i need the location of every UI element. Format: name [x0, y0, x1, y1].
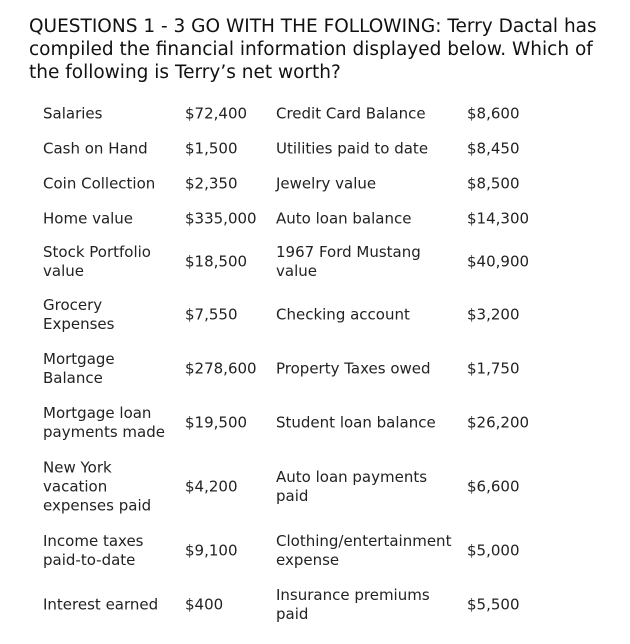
item-value: $9,100 [185, 541, 238, 560]
item-label: Income taxes paid-to-date [43, 532, 144, 569]
item-label: Mortgage Balance [43, 350, 115, 387]
item-value: $8,500 [467, 174, 520, 192]
table-row [0, 578, 630, 632]
item-value: $72,400 [185, 104, 248, 122]
item-label: Student loan balance [276, 413, 436, 432]
item-value: $26,200 [467, 413, 530, 432]
item-label: Home value [43, 209, 134, 227]
item-label: Auto loan payments paid [276, 468, 428, 505]
item-value: $5,000 [467, 541, 520, 560]
question-text: QUESTIONS 1 - 3 GO WITH THE FOLLOWING: Terry Dactal has compiled the financial information displayed below. Which of the following is Terry’s net worth? [29, 16, 597, 83]
table-row [0, 288, 630, 342]
item-value: $8,450 [467, 139, 520, 157]
item-value: $4,200 [185, 477, 238, 496]
item-label: New York vacation expenses paid [43, 458, 152, 515]
table-row [0, 201, 630, 236]
item-value: $40,900 [467, 252, 530, 271]
item-label: 1967 Ford Mustang value [276, 243, 421, 280]
item-value: $7,550 [185, 305, 238, 324]
table-row [0, 166, 630, 201]
item-value: $14,300 [467, 209, 530, 227]
item-value: $335,000 [185, 209, 257, 227]
table-row [0, 96, 630, 131]
table-row [0, 236, 630, 288]
table-row [0, 524, 630, 578]
table-row [0, 131, 630, 166]
item-label: Insurance premiums paid [276, 586, 430, 623]
item-value: $6,600 [467, 477, 520, 496]
item-value: $1,500 [185, 139, 238, 157]
item-value: $278,600 [185, 359, 257, 378]
table-row [0, 450, 630, 524]
item-label: Cash on Hand [43, 139, 148, 157]
item-label: Interest earned [43, 595, 159, 614]
table-row [0, 342, 630, 396]
item-value: $3,200 [467, 305, 520, 324]
item-label: Property Taxes owed [276, 359, 431, 378]
item-label: Salaries [43, 104, 103, 122]
item-label: Checking account [276, 305, 410, 324]
item-value: $19,500 [185, 413, 248, 432]
item-label: Auto loan balance [276, 209, 412, 227]
item-label: Mortgage loan payments made [43, 404, 165, 441]
item-value: $5,500 [467, 595, 520, 614]
item-value: $400 [185, 595, 224, 614]
item-value: $2,350 [185, 174, 238, 192]
item-value: $18,500 [185, 252, 248, 271]
item-label: Credit Card Balance [276, 104, 426, 122]
item-label: Clothing/entertainment expense [276, 532, 452, 569]
item-label: Stock Portfolio value [43, 243, 151, 280]
item-label: Grocery Expenses [43, 296, 115, 333]
item-label: Utilities paid to date [276, 139, 429, 157]
item-label: Coin Collection [43, 174, 156, 192]
item-value: $8,600 [467, 104, 520, 122]
table-row [0, 396, 630, 450]
item-label: Jewelry value [276, 174, 377, 192]
item-value: $1,750 [467, 359, 520, 378]
